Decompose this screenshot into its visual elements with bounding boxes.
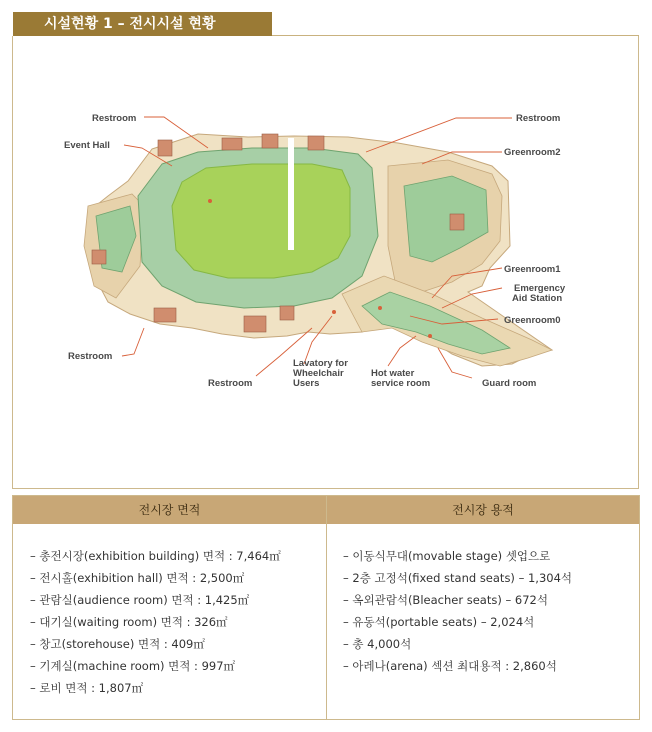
room-block: [158, 140, 172, 156]
list-item: – 기계실(machine room) 면적 : 997㎡: [30, 659, 236, 673]
list-item: – 아레나(arena) 섹션 최대용적 : 2,860석: [343, 659, 557, 673]
capacity-list: [343, 545, 572, 677]
label-restroom-top-right: Restroom: [516, 113, 561, 124]
area-list: [30, 545, 281, 699]
label-guard-room: Guard room: [482, 378, 537, 389]
list-item: – 총 4,000석: [343, 637, 412, 651]
list-item: – 관람실(audience room) 면적 : 1,425㎡: [30, 593, 250, 607]
room-block: [450, 214, 464, 230]
table-header-area: 전시장 면적: [13, 496, 326, 524]
label-event-hall: Event Hall: [64, 140, 110, 151]
label-greenroom1: Greenroom1: [504, 264, 561, 275]
room-block: [92, 250, 106, 264]
label-restroom-bottom: Restroom: [208, 378, 253, 389]
label-lavatory-3: Users: [293, 378, 320, 389]
label-emergency: Emergency: [514, 283, 566, 294]
table-column-divider: [326, 496, 327, 719]
label-greenroom0: Greenroom0: [504, 315, 561, 326]
list-item: – 대기실(waiting room) 면적 : 326㎡: [30, 615, 228, 629]
arena-floor: [172, 164, 350, 278]
arena-divider: [288, 138, 294, 250]
marker-dot: [378, 306, 382, 310]
list-item: – 전시홀(exhibition hall) 면적 : 2,500㎡: [30, 571, 245, 585]
floor-plan-diagram: [12, 36, 639, 489]
list-item: – 유동석(portable seats) – 2,024석: [343, 615, 535, 629]
page-title: 시설현황 1 – 전시시설 현황: [13, 12, 272, 36]
room-block: [280, 306, 294, 320]
label-greenroom2: Greenroom2: [504, 147, 561, 158]
room-block: [154, 308, 176, 322]
room-block: [244, 316, 266, 332]
list-item: – 이동식무대(movable stage) 셋업으로: [343, 549, 551, 563]
room-block: [262, 134, 278, 148]
room-block: [308, 136, 324, 150]
marker-dot: [208, 199, 212, 203]
list-item: – 총전시장(exhibition building) 면적 : 7,464㎡: [30, 549, 281, 563]
label-lavatory-1: Lavatory for: [293, 358, 348, 369]
list-item: – 옥외관람석(Bleacher seats) – 672석: [343, 593, 548, 607]
label-hot-water: Hot water: [371, 368, 415, 379]
label-lavatory-2: Wheelchair: [293, 368, 344, 379]
label-aid-station: Aid Station: [512, 293, 563, 304]
list-item: – 창고(storehouse) 면적 : 409㎡: [30, 637, 205, 651]
facility-table: [12, 495, 640, 720]
room-block: [222, 138, 242, 150]
marker-dot: [332, 310, 336, 314]
table-header-capacity: 전시장 용적: [327, 496, 639, 524]
marker-dot: [428, 334, 432, 338]
label-service-room: service room: [371, 378, 431, 389]
list-item: – 로비 면적 : 1,807㎡: [30, 681, 144, 695]
list-item: – 2층 고정석(fixed stand seats) – 1,304석: [343, 571, 573, 585]
label-restroom-left: Restroom: [68, 351, 113, 362]
label-restroom-top-left: Restroom: [92, 113, 137, 124]
